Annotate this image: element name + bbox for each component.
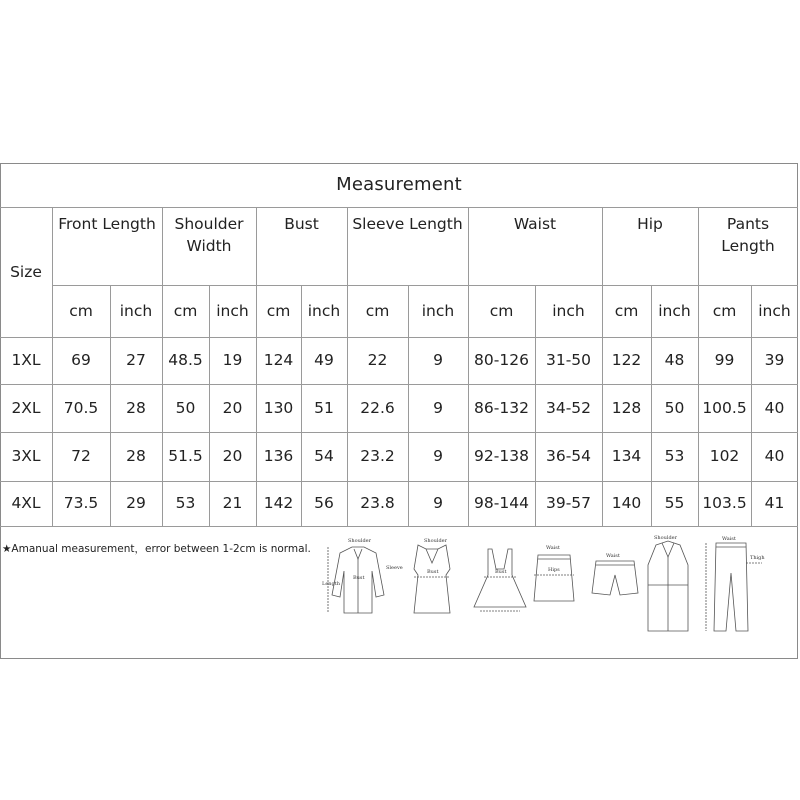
table-cell: 23.8 xyxy=(360,494,395,513)
unit-cm: cm xyxy=(69,301,93,320)
unit-cm: cm xyxy=(266,301,291,320)
table-cell: 69 xyxy=(71,351,91,370)
table-cell: 22 xyxy=(367,351,388,370)
table-cell: 100.5 xyxy=(702,398,747,417)
table-cell: 92-138 xyxy=(474,447,529,466)
label-waist-3: Waist xyxy=(722,536,736,542)
table-cell: 31-50 xyxy=(545,351,592,370)
table-cell: 19 xyxy=(222,351,243,370)
table-cell: 73.5 xyxy=(63,494,99,513)
table-cell: 27 xyxy=(126,351,146,370)
table-cell: 51.5 xyxy=(168,447,203,466)
table-cell: 28 xyxy=(126,398,146,417)
table-cell: 124 xyxy=(263,351,294,370)
label-shoulder-3: Shoulder xyxy=(654,535,678,541)
table-cell: 136 xyxy=(263,447,294,466)
unit-cm: cm xyxy=(712,301,737,320)
label-length-1: Length xyxy=(322,581,340,587)
header-pants-length: Pants Length xyxy=(721,215,775,256)
table-cell: 20 xyxy=(222,447,243,466)
table-cell: 53 xyxy=(664,447,685,466)
label-hips: Hips xyxy=(548,567,560,573)
row-size-label: 2XL xyxy=(11,398,41,417)
measurement-note: ★Amanual measurement，error between 1-2cm is normal. xyxy=(2,543,311,555)
table-cell: 48.5 xyxy=(168,351,203,370)
table-cell: 9 xyxy=(433,447,443,466)
unit-inch: inch xyxy=(119,301,153,320)
table-cell: 9 xyxy=(433,398,443,417)
table-cell: 39 xyxy=(764,351,785,370)
table-cell: 29 xyxy=(126,494,146,513)
table-cell: 72 xyxy=(71,447,91,466)
row-size-label: 4XL xyxy=(11,494,41,513)
table-cell: 40 xyxy=(764,398,785,417)
table-cell: 21 xyxy=(222,494,243,513)
table-cell: 48 xyxy=(664,351,685,370)
garment-diagrams-svg xyxy=(320,535,780,640)
table-cell: 9 xyxy=(433,494,443,513)
table-cell: 34-52 xyxy=(545,398,592,417)
grid-line xyxy=(0,526,798,527)
table-cell: 22.6 xyxy=(360,398,395,417)
table-cell: 51 xyxy=(314,398,334,417)
table-cell: 56 xyxy=(314,494,334,513)
header-size: Size xyxy=(10,262,42,281)
unit-inch: inch xyxy=(216,301,249,320)
label-bust-1: Bust xyxy=(353,575,365,581)
label-bust-2: Bust xyxy=(427,569,439,575)
table-title: Measurement xyxy=(336,173,462,195)
table-cell: 103.5 xyxy=(702,494,747,513)
table-cell: 128 xyxy=(611,398,642,417)
table-cell: 130 xyxy=(263,398,294,417)
table-cell: 99 xyxy=(714,351,735,370)
table-cell: 9 xyxy=(433,351,443,370)
unit-inch: inch xyxy=(552,301,585,320)
table-cell: 53 xyxy=(175,494,196,513)
table-cell: 41 xyxy=(764,494,785,513)
table-cell: 55 xyxy=(664,494,685,513)
table-cell: 122 xyxy=(611,351,642,370)
table-cell: 23.2 xyxy=(360,447,395,466)
table-cell: 134 xyxy=(611,447,642,466)
table-cell: 49 xyxy=(314,351,334,370)
label-shoulder-2: Shoulder xyxy=(424,538,448,544)
table-cell: 86-132 xyxy=(474,398,529,417)
shorts-diagram xyxy=(592,561,638,595)
header-sleeve-length: Sleeve Length xyxy=(352,215,463,233)
table-cell: 102 xyxy=(709,447,740,466)
header-hip: Hip xyxy=(637,215,663,233)
header-shoulder-width: Shoulder Width xyxy=(174,215,244,256)
dress-diagram xyxy=(474,549,526,611)
row-size-label: 3XL xyxy=(11,447,41,466)
row-size-label: 1XL xyxy=(11,351,41,370)
table-cell: 36-54 xyxy=(545,447,592,466)
table-cell: 50 xyxy=(175,398,196,417)
unit-inch: inch xyxy=(658,301,691,320)
skirt-diagram xyxy=(534,555,574,601)
table-cell: 70.5 xyxy=(63,398,99,417)
table-cell: 28 xyxy=(126,447,146,466)
table-cell: 50 xyxy=(664,398,685,417)
header-bust: Bust xyxy=(284,215,319,233)
table-cell: 40 xyxy=(764,447,785,466)
tank-top-diagram xyxy=(414,545,450,613)
unit-cm: cm xyxy=(614,301,639,320)
header-front-length: Front Length xyxy=(58,215,156,233)
label-sleeve: Sleeve xyxy=(386,565,403,571)
label-shoulder-1: Shoulder xyxy=(348,538,372,544)
table-cell: 142 xyxy=(263,494,294,513)
table-cell: 140 xyxy=(611,494,642,513)
unit-inch: inch xyxy=(307,301,341,320)
unit-cm: cm xyxy=(489,301,514,320)
table-cell: 20 xyxy=(222,398,243,417)
label-bust-3: Bust xyxy=(495,569,507,575)
header-waist: Waist xyxy=(513,215,557,233)
unit-cm: cm xyxy=(173,301,198,320)
garment-diagrams xyxy=(320,535,780,640)
label-thigh: Thigh xyxy=(750,555,765,561)
table-cell: 54 xyxy=(314,447,334,466)
table-cell: 80-126 xyxy=(474,351,529,370)
table-cell: 98-144 xyxy=(474,494,529,513)
unit-inch: inch xyxy=(758,301,791,320)
table-cell: 39-57 xyxy=(545,494,592,513)
unit-cm: cm xyxy=(365,301,390,320)
label-waist-1: Waist xyxy=(546,545,560,551)
unit-inch: inch xyxy=(421,301,455,320)
label-waist-2: Waist xyxy=(606,553,620,559)
coat-diagram xyxy=(648,541,688,631)
